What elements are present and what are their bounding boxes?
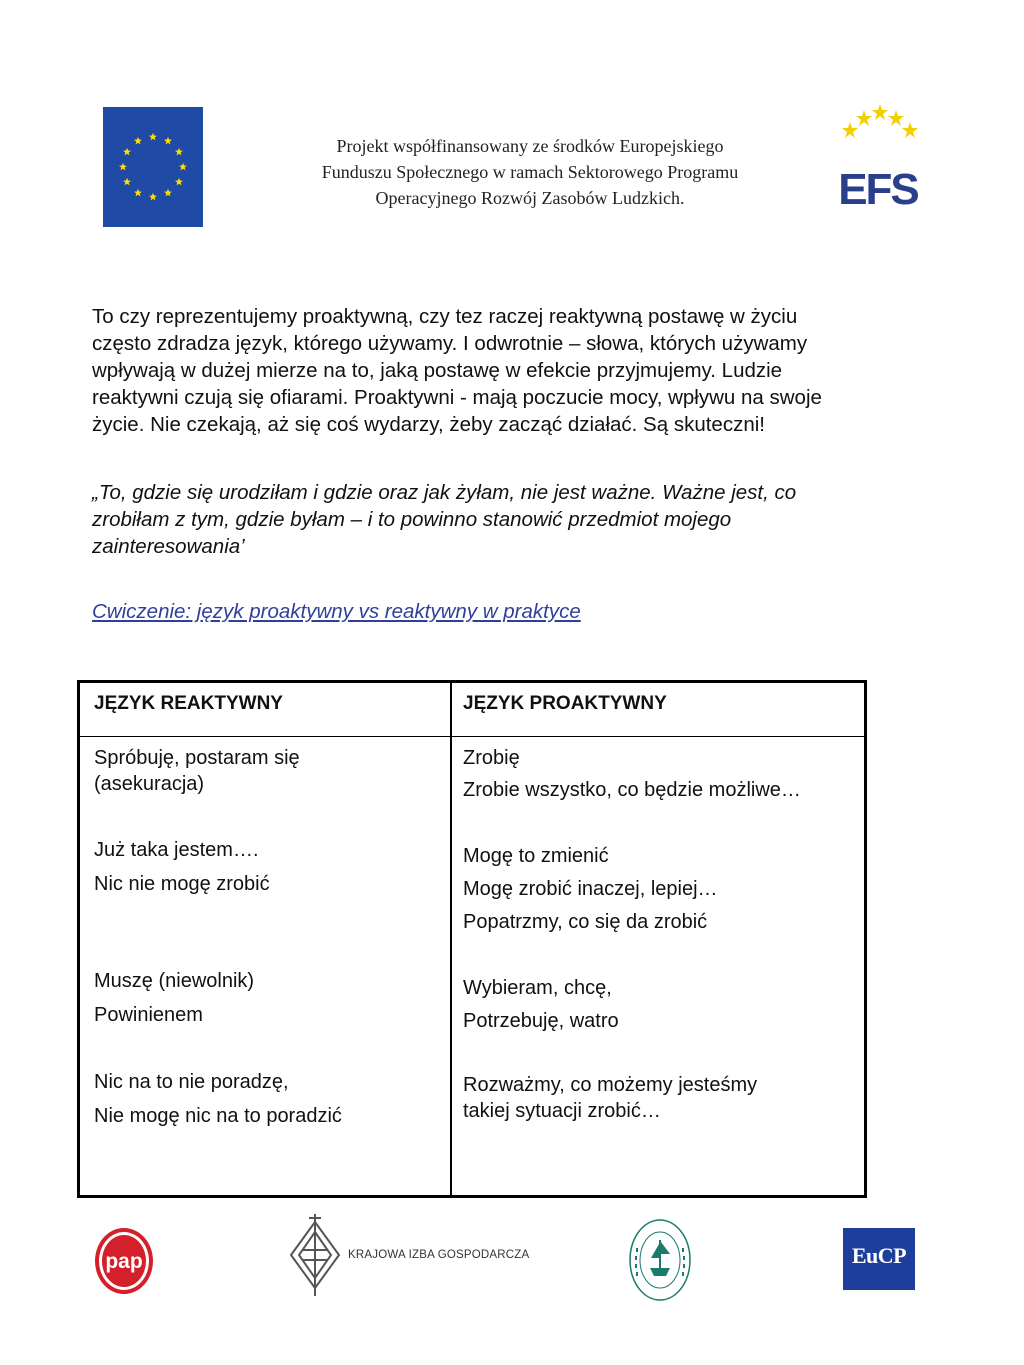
efs-logo	[832, 100, 924, 212]
pap-logo	[93, 1226, 155, 1296]
reactive-phrase: Nie mogę nic na to poradzić	[94, 1105, 342, 1127]
kig-logo-text: KRAJOWA IZBA GOSPODARCZA	[348, 1249, 530, 1261]
proactive-phrase: Potrzebuję, watro	[463, 1010, 619, 1032]
eu-star	[134, 189, 142, 197]
intro-line: reaktywni czują się ofiarami. Proaktywni - mają poczucie mocy, wpływu na swoje	[92, 386, 822, 409]
eu-star	[164, 189, 172, 197]
table-header-divider	[80, 736, 864, 737]
eu-star	[134, 137, 142, 145]
intro-paragraph	[92, 303, 932, 438]
reactive-phrase: Powinienem	[94, 1004, 203, 1026]
eu-flag-logo	[103, 107, 203, 227]
eu-star	[123, 148, 131, 156]
language-comparison-table	[77, 680, 867, 1198]
header-line: Projekt współfinansowany ze środków Europejskiego	[336, 136, 724, 156]
proactive-phrase: Mogę zrobić inaczej, lepiej…	[463, 878, 718, 900]
proactive-phrase: Popatrzmy, co się da zrobić	[463, 911, 708, 933]
header-line: Operacyjnego Rozwój Zasobów Ludzkich.	[375, 188, 685, 208]
quote-line: zainteresowania’	[92, 535, 245, 558]
eu-star	[149, 193, 157, 201]
reactive-column	[94, 745, 434, 1131]
exercise-link[interactable]: Cwiczenie: język proaktywny vs reaktywny w praktyce	[92, 600, 581, 623]
intro-line: życie. Nie czekają, aż się coś wydarzy, żeby zacząć działać. Są skuteczni!	[92, 413, 765, 436]
reactive-phrase: Już taka jestem….	[94, 839, 259, 861]
header-proactive: JĘZYK PROAKTYWNY	[463, 693, 667, 714]
reactive-phrase: Spróbuję, postaram się	[94, 747, 300, 769]
quote-line: zrobiłam z tym, gdzie byłam – i to powinno stanowić przedmiot mojego	[92, 508, 732, 531]
proactive-phrase: takiej sytuacji zrobić…	[463, 1100, 661, 1122]
table-column-divider	[450, 683, 452, 1195]
eucp-logo	[843, 1228, 915, 1290]
eu-star	[123, 178, 131, 186]
pap-logo-text: pap	[105, 1250, 143, 1273]
eu-star	[164, 137, 172, 145]
eucp-logo-text: EuCP	[851, 1243, 907, 1268]
sgh-logo	[628, 1218, 692, 1302]
eu-stars	[103, 107, 203, 227]
intro-line: To czy reprezentujemy proaktywną, czy tez raczej reaktywną postawę w życiu	[92, 305, 798, 328]
proactive-phrase: Wybieram, chcę,	[463, 977, 612, 999]
proactive-phrase: Zrobie wszystko, co będzie możliwe…	[463, 779, 801, 801]
header-reactive: JĘZYK REAKTYWNY	[94, 693, 283, 714]
eu-star	[149, 133, 157, 141]
proactive-phrase: Mogę to zmienić	[463, 845, 609, 867]
quote-line: „To, gdzie się urodziłam i gdzie oraz jak żyłam, nie jest ważne. Ważne jest, co	[92, 481, 797, 504]
project-funding-notice	[250, 133, 810, 211]
reactive-phrase: Nic nie mogę zrobić	[94, 873, 270, 895]
eu-star	[179, 163, 187, 171]
reactive-phrase: Nic na to nie poradzę,	[94, 1071, 289, 1093]
proactive-phrase: Zrobię	[463, 747, 520, 769]
eu-star	[175, 178, 183, 186]
eu-star	[175, 148, 183, 156]
quote-paragraph	[92, 479, 912, 560]
proactive-phrase: Rozważmy, co możemy jesteśmy	[463, 1074, 758, 1096]
intro-line: często zdradza język, którego używamy. I odwrotnie – słowa, których używamy	[92, 332, 808, 355]
header-line: Funduszu Społecznego w ramach Sektorowego Programu	[321, 162, 739, 182]
eu-star	[119, 163, 127, 171]
proactive-column	[463, 745, 853, 1124]
reactive-phrase: (asekuracja)	[94, 773, 205, 795]
intro-line: wpływają w dużej mierze na to, jaką postawę w efekcie przyjmujemy. Ludzie	[92, 359, 783, 382]
kig-emblem	[287, 1212, 343, 1298]
reactive-phrase: Muszę (niewolnik)	[94, 970, 255, 992]
efs-logo-text: EFS	[838, 165, 918, 212]
